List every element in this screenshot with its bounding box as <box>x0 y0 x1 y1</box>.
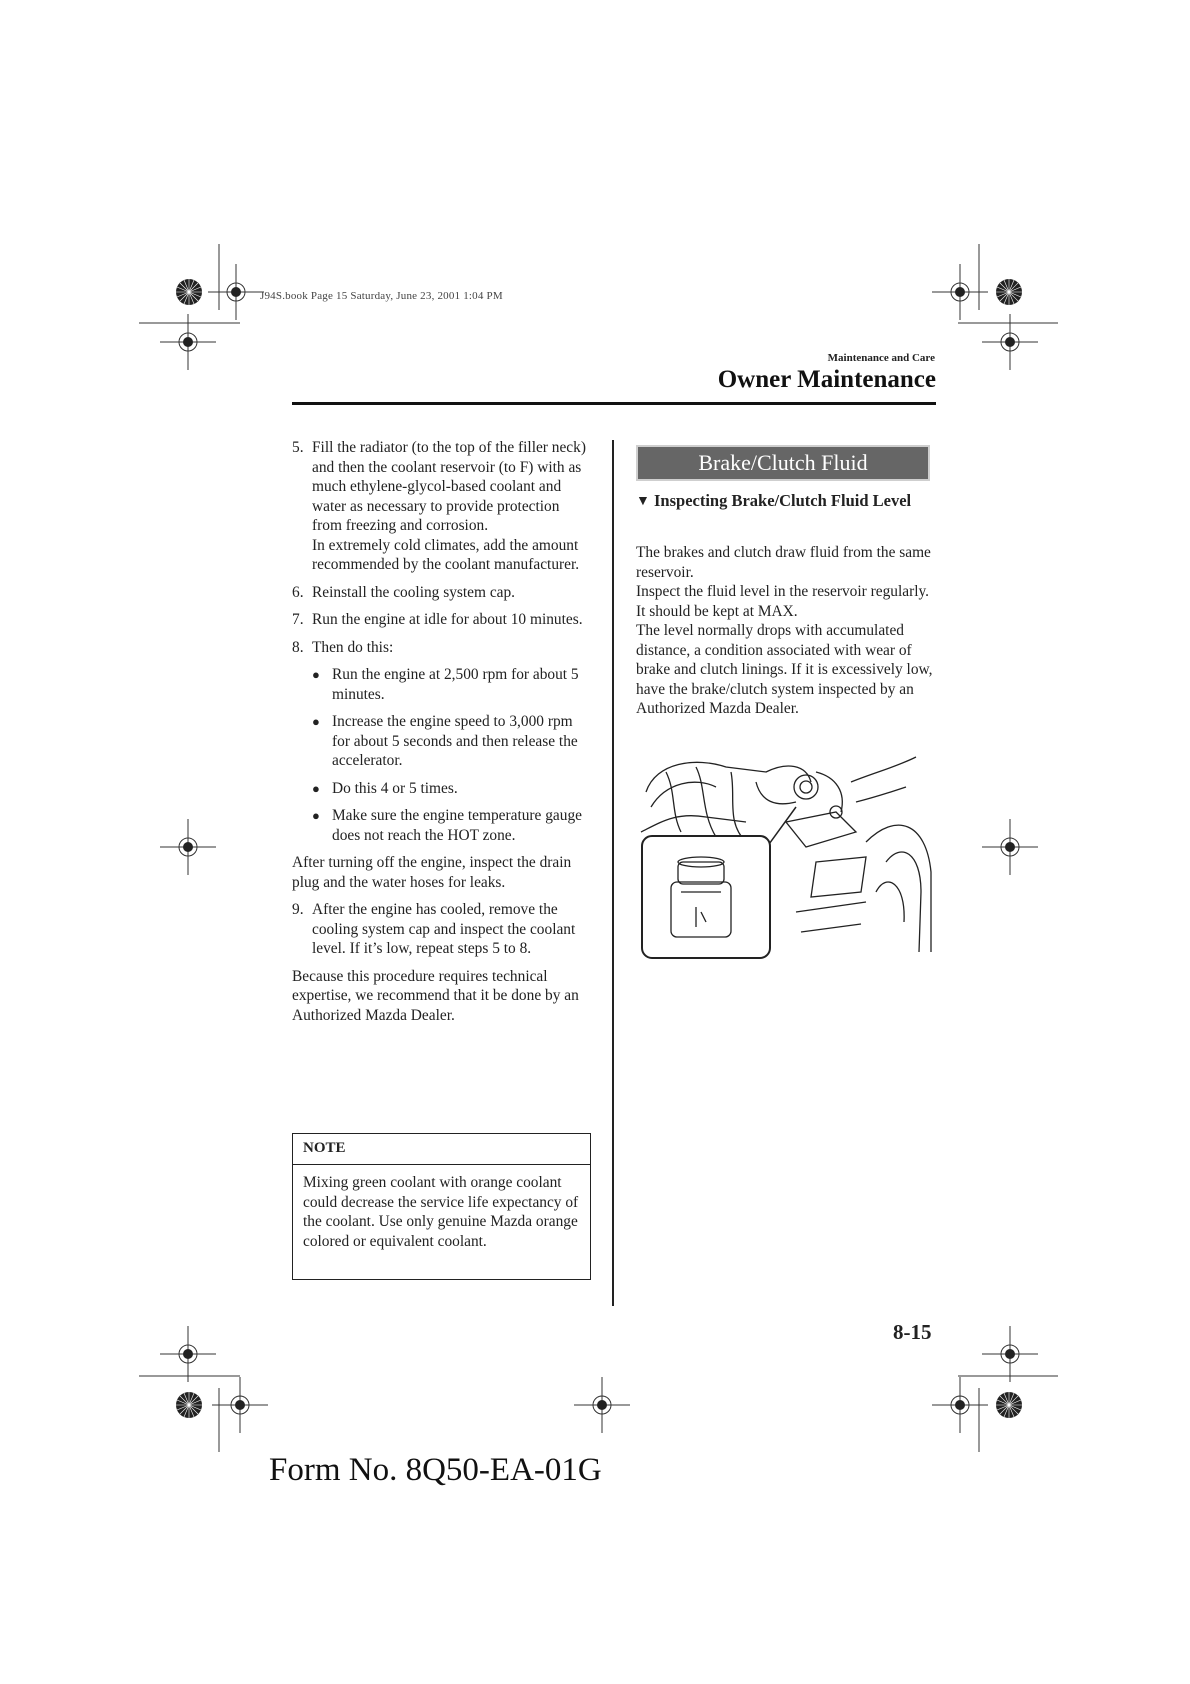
subheading-text: Inspecting Brake/Clutch Fluid Level <box>654 491 912 510</box>
step-9 <box>292 900 590 959</box>
page-number: 8-15 <box>893 1320 932 1344</box>
form-number: Form No. 8Q50-EA-01G <box>269 1452 602 1488</box>
step-text: After the engine has cooled, remove the cooling system cap and inspect the coolant level. If it’s low, repeat steps 5 to 8. <box>312 901 576 957</box>
bullet-dot-icon: ● <box>312 667 320 682</box>
bullet-item: ● Run the engine at 2,500 rpm for about 5 minutes. <box>312 666 579 703</box>
triangle-down-icon: ▼ <box>636 494 650 509</box>
step-8 <box>292 638 590 658</box>
bullet-item: ● Do this 4 or 5 times. <box>312 779 458 797</box>
step-5 <box>292 438 590 575</box>
note-text: Mixing green coolant with orange coolant could decrease the service life expectancy of the coolant. Use only genuine Mazda orange colored or equivalent coolant. <box>303 1174 579 1250</box>
section-banner: Brake/Clutch Fluid <box>636 445 930 481</box>
expertise-paragraph: Because this procedure requires technical expertise, we recommend that it be done by an Authorized Mazda Dealer. <box>292 967 579 1024</box>
step-number: 9. <box>292 901 304 918</box>
bullet-dot-icon: ● <box>312 780 320 796</box>
bullet-dot-icon: ● <box>312 714 320 729</box>
bullet-item: ● Make sure the engine temperature gauge does not reach the HOT zone. <box>312 807 582 844</box>
paragraph-1: The brakes and clutch draw fluid from the same reservoir. <box>636 544 931 581</box>
after-turning-off-paragraph: After turning off the engine, inspect the drain plug and the water hoses for leaks. <box>292 854 572 891</box>
column-divider <box>612 440 614 1306</box>
step-number: 6. <box>292 583 304 601</box>
bullet-item: ● Increase the engine speed to 3,000 rpm for about 5 seconds and then release the accelerator. <box>312 713 578 769</box>
step-number: 7. <box>292 611 304 628</box>
step-text: Then do this: <box>312 638 394 656</box>
brake-fluid-reservoir-illustration <box>636 752 936 972</box>
bullet-dot-icon: ● <box>312 808 320 823</box>
section-label: Maintenance and Care <box>827 352 935 364</box>
left-column <box>292 438 590 1033</box>
note-box <box>292 1133 591 1280</box>
step-7 <box>292 610 590 630</box>
page-title: Owner Maintenance <box>717 366 936 393</box>
print-book-info: J94S.book Page 15 Saturday, June 23, 2001 1:04 PM <box>260 290 503 302</box>
step-text: Reinstall the cooling system cap. <box>312 583 516 601</box>
paragraph-3: The level normally drops with accumulated distance, a condition associated with wear of brake and clutch linings. If it is excessively low, have the brake/clutch system inspected by an Authorized Mazda Dealer. <box>636 622 933 717</box>
header-rule <box>292 402 936 405</box>
step-text: Fill the radiator (to the top of the filler neck) and then the coolant reservoir (to F) with as much ethylene-glycol-based coolant and water as necessary to provide protection from freezing and corrosion. <box>312 439 586 534</box>
paragraph-2: Inspect the fluid level in the reservoir regularly. It should be kept at MAX. <box>636 583 930 620</box>
step-number: 5. <box>292 439 304 456</box>
step-number: 8. <box>292 638 304 656</box>
right-column-body <box>636 543 936 719</box>
step-text: Run the engine at idle for about 10 minutes. <box>312 611 583 628</box>
step-extra-text: In extremely cold climates, add the amount recommended by the coolant manufacturer. <box>312 536 580 573</box>
step-6 <box>292 583 590 603</box>
subheading <box>636 490 936 511</box>
note-heading: NOTE <box>293 1134 590 1165</box>
step-8-bullet-list <box>292 665 590 845</box>
